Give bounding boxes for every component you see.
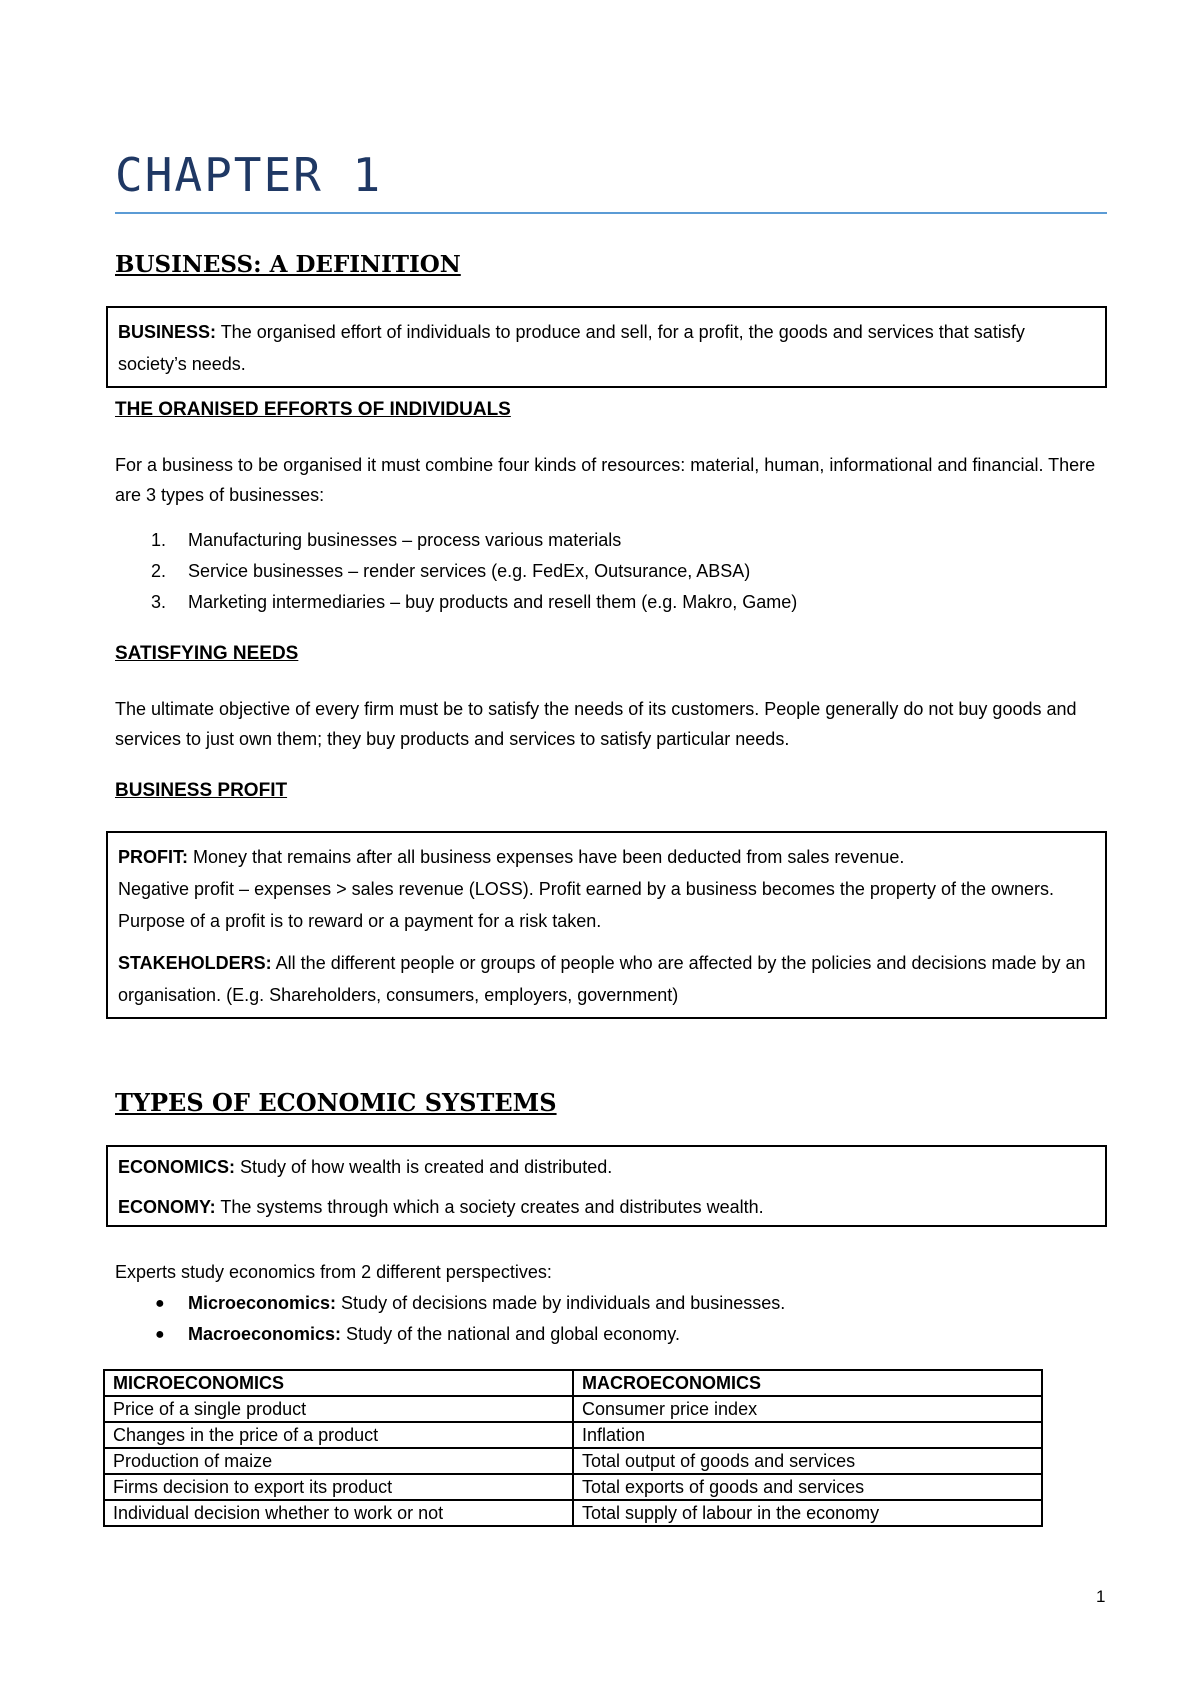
table-row [104,1422,1042,1448]
table-cell: Individual decision whether to work or not [104,1500,573,1526]
organised-paragraph: For a business to be organised it must combine four kinds of resources: material, human, informational and financial. There are 3 types of businesses: [115,455,1096,505]
business-types-list [115,525,797,618]
table-cell: Consumer price index [573,1396,1042,1422]
table-cell: Production of maize [104,1448,573,1474]
heading-business-profit: BUSINESS PROFIT [115,780,288,801]
bullet-icon: ● [155,1295,165,1312]
business-definition-box [106,306,1107,388]
table-header-cell: MICROECONOMICS [104,1370,573,1396]
economics-definition-box [106,1145,1107,1227]
table-cell: Total output of goods and services [573,1448,1042,1474]
profit-definition: PROFIT: Money that remains after all business expenses have been deducted from sales revenue. [118,847,905,867]
business-term: BUSINESS: [118,322,217,342]
table-row [104,1396,1042,1422]
table-cell: Total exports of goods and services [573,1474,1042,1500]
heading-satisfying-needs: SATISFYING NEEDS [115,643,299,664]
table-header-row [104,1370,1042,1396]
list-item: ● Microeconomics: Study of decisions made by individuals and businesses. [115,1288,785,1319]
business-definition-text: The organised effort of individuals to produce and sell, for a profit, the goods and services that satisfy society’s needs. [118,322,1025,374]
table-row [104,1500,1042,1526]
needs-paragraph: The ultimate objective of every firm must be to satisfy the needs of its customers. People generally do not buy goods and services to just own them; they buy products and services to satisfy particular needs. [115,699,1077,749]
economy-definition: ECONOMY: The systems through which a society creates and distributes wealth. [118,1197,764,1217]
economics-definition: ECONOMICS: Study of how wealth is created and distributed. [118,1157,613,1177]
list-item: 1. Manufacturing businesses – process various materials [151,530,622,550]
economics-intro: Experts study economics from 2 different perspectives: [115,1262,552,1282]
table-cell: Price of a single product [104,1396,573,1422]
section-heading-economic-systems: TYPES OF ECONOMIC SYSTEMS [115,1088,557,1117]
negative-profit-text: Negative profit – expenses > sales revenue (LOSS). Profit earned by a business becomes the property of the owners. Purpose of a profit is to reward or a payment for a risk taken. [118,879,1055,931]
list-item: ● Macroeconomics: Study of the national and global economy. [115,1319,785,1350]
chapter-title: CHAPTER 1 [115,148,383,202]
list-item: 2. Service businesses – render services (e.g. FedEx, Outsurance, ABSA) [151,561,751,581]
business-definition [118,316,1095,380]
table-cell: Changes in the price of a product [104,1422,573,1448]
list-item: 3. Marketing intermediaries – buy products and resell them (e.g. Makro, Game) [151,592,798,612]
table-header-cell: MACROECONOMICS [573,1370,1042,1396]
page-number: 1 [1096,1587,1106,1606]
micro-macro-table [103,1369,1043,1527]
table-row [104,1448,1042,1474]
section-heading-business-definition: BUSINESS: A DEFINITION [115,251,461,278]
heading-organised-efforts: THE ORANISED EFFORTS OF INDIVIDUALS [115,399,511,420]
perspectives-list [115,1288,785,1350]
table-cell: Firms decision to export its product [104,1474,573,1500]
table-cell: Inflation [573,1422,1042,1448]
profit-definition-box [106,831,1107,1019]
stakeholders-definition: STAKEHOLDERS: All the different people or groups of people who are affected by the policies and decisions made by an organisation. (E.g. Shareholders, consumers, employers, government) [118,953,1086,1005]
table-cell: Total supply of labour in the economy [573,1500,1042,1526]
table-row [104,1474,1042,1500]
bullet-icon: ● [155,1326,165,1343]
title-underline-rule [115,212,1107,214]
